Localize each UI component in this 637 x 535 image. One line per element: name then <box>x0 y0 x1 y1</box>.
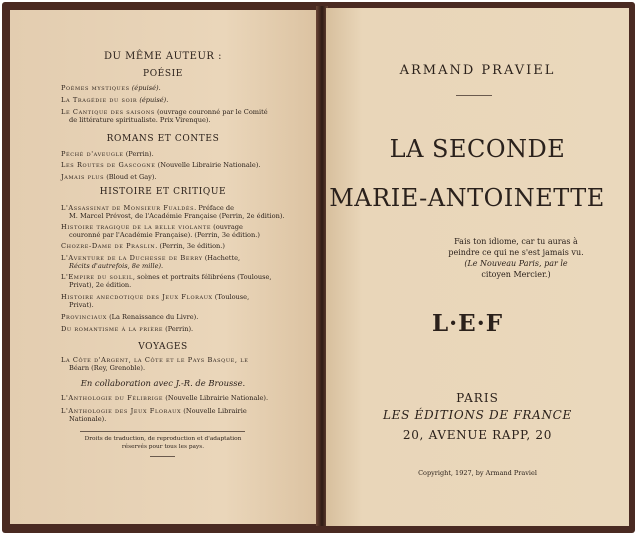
left-page <box>10 10 316 524</box>
book-title-line-2: MARIE-ANTOINETTE <box>329 184 605 212</box>
section-title-histoire: HISTOIRE ET CRITIQUE <box>99 187 227 197</box>
collaboration-heading: En collaboration avec J.-R. de Brousse. <box>80 378 246 388</box>
entry-continuation: M. Marcel Prévost, de l'Académie Française (Perrin, 2e édition). <box>69 212 285 220</box>
entry: Histoire anecdotique des Jeux Floraux (Toulouse, <box>61 293 250 301</box>
epigraph-line-2: peindre ce qui ne s'est jamais vu. <box>448 248 584 257</box>
entry: Provinciaux (La Renaissance du Livre). <box>61 313 199 321</box>
publisher-name: LES ÉDITIONS DE FRANCE <box>382 408 573 422</box>
entry: L'Anthologie des Jeux Floraux (Nouvelle Librairie <box>61 407 247 415</box>
publisher-city: PARIS <box>456 391 499 405</box>
rights-line-2: réservés pour tous les pays. <box>121 444 205 450</box>
publisher-address: 20, AVENUE RAPP, 20 <box>402 428 553 442</box>
entry-continuation: de littérature spiritualiste. Prix Virenque). <box>69 116 211 124</box>
epigraph-line-1: Fais ton idiome, car tu auras à <box>454 237 578 246</box>
epigraph-line-4: citoyen Mercier.) <box>481 270 551 279</box>
divider <box>456 95 492 96</box>
entry: Histoire tragique de la belle violante (ouvrage <box>61 223 243 231</box>
entry: Jamais plus (Bloud et Gay). <box>61 173 157 181</box>
section-title-romans: ROMANS ET CONTES <box>106 134 220 144</box>
entry-continuation: Récits d'autrefois, 8e mille). <box>69 262 164 270</box>
divider <box>80 431 245 432</box>
also-by-heading: DU MÊME AUTEUR : <box>103 51 222 62</box>
publisher-logo: L·E·F <box>432 310 504 337</box>
entry-continuation: Privat). <box>69 301 94 309</box>
title-page <box>326 8 629 526</box>
entry: Péché d'aveugle (Perrin). <box>61 150 154 158</box>
section-title-poesie: POÉSIE <box>143 69 183 79</box>
entry: Chozre-Dame de Praslin. (Perrin, 3e édition.) <box>61 242 225 250</box>
section-title-voyages: VOYAGES <box>138 342 188 352</box>
entry: Poèmes mystiques (épuisé). <box>61 84 161 92</box>
divider <box>150 456 175 457</box>
entry-continuation: Privat), 2e édition. <box>69 281 132 289</box>
book-title-line-1: LA SECONDE <box>389 135 566 163</box>
entry-continuation: Béarn (Rey, Grenoble). <box>69 364 146 372</box>
epigraph-line-3: (Le Nouveau Paris, par le <box>464 259 568 268</box>
entry: L'Empire du soleil, scènes et portraits félibréens (Toulouse, <box>61 273 272 281</box>
entry: Du romantisme à la prière (Perrin). <box>61 325 194 333</box>
copyright-notice: Copyright, 1927, by Armand Praviel <box>418 469 537 477</box>
entry: La Côte d'Argent, la Côte et le Pays Basque, le <box>61 356 249 364</box>
entry: L'Assassinat de Monsieur Fualdès. Préface de <box>61 204 235 212</box>
entry: La Tragédie du soir (épuisé). <box>61 96 169 104</box>
entry: Les Routes de Gascogne (Nouvelle Librairie Nationale). <box>61 161 261 169</box>
entry: Le Cantique des saisons (ouvrage couronné par le Comité <box>61 108 268 116</box>
entry-continuation: Nationale). <box>69 415 107 423</box>
entry: L'Aventure de la Duchesse de Berry (Hachette, <box>61 254 241 262</box>
entry: L'Anthologie du Félibrige (Nouvelle Librairie Nationale). <box>61 394 269 402</box>
entry-continuation: couronné par l'Académie Française). (Perrin, 3e édition.) <box>69 231 260 239</box>
rights-line-1: Droits de traduction, de reproduction et d'adaptation <box>84 436 242 442</box>
author-name: ARMAND PRAVIEL <box>399 63 556 78</box>
